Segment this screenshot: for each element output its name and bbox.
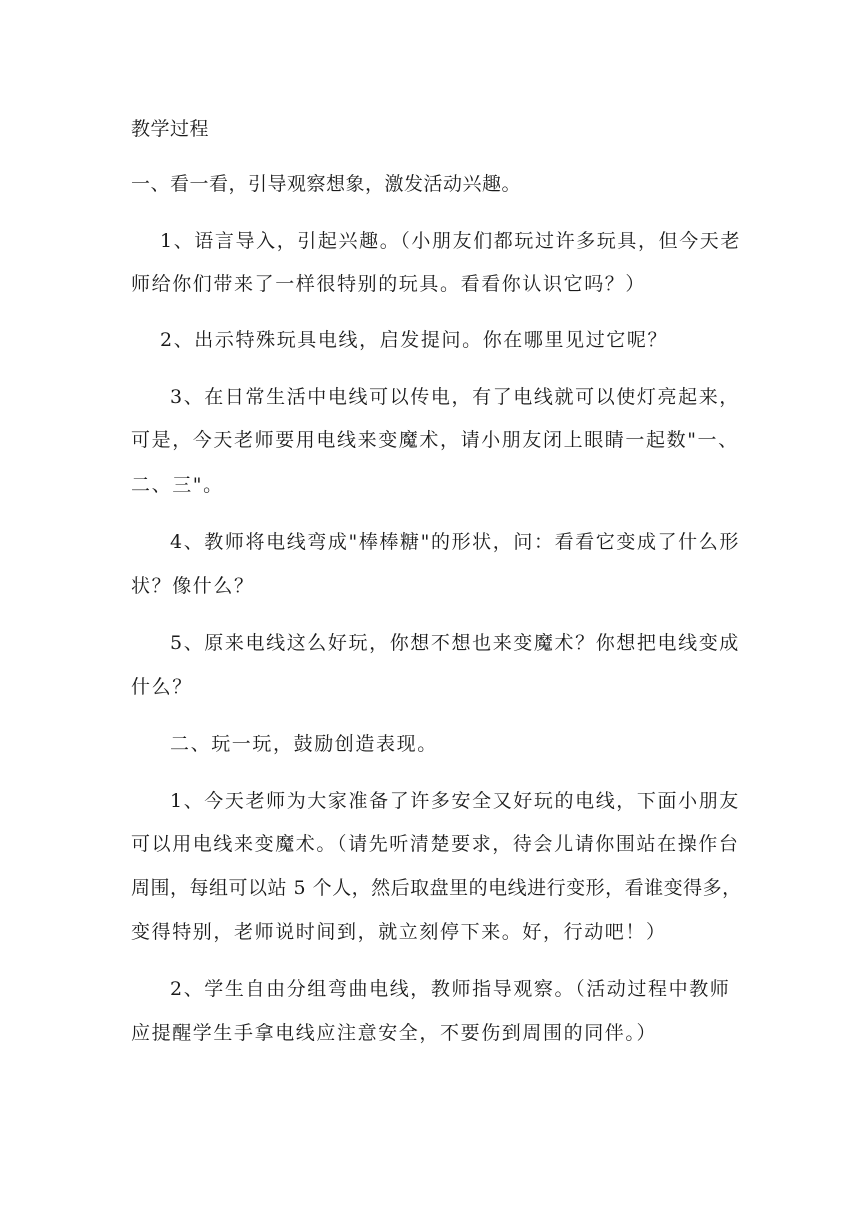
- paragraph-2-1-line-3: 周围，每组可以站 5 个人，然后取盘里的电线进行变形，看谁变得多，: [131, 877, 742, 899]
- paragraph-2-2-line-1: 2、学生自由分组弯曲电线，教师指导观察。（活动过程中教师: [170, 978, 731, 1000]
- section-2-heading: 二、玩一玩，鼓励创造表现。: [170, 733, 438, 755]
- document-title: 教学过程: [131, 118, 210, 140]
- paragraph-1-3-line-3: 二、三"。: [131, 474, 224, 496]
- paragraph-1-4-line-1: 4、教师将电线弯成"棒棒糖"的形状，问：看看它变成了什么形: [170, 531, 740, 553]
- paragraph-1-1-line-1: 1、语言导入，引起兴趣。（小朋友们都玩过许多玩具，但今天老: [160, 230, 741, 252]
- paragraph-1-3-line-2: 可是，今天老师要用电线来变魔术，请小朋友闭上眼睛一起数"一、: [131, 429, 739, 451]
- paragraph-2-1-line-2: 可以用电线来变魔术。（请先听清楚要求，待会儿请你围站在操作台: [131, 833, 740, 855]
- paragraph-1-1-line-2: 师给你们带来了一样很特别的玩具。看看你认识它吗？）: [131, 273, 647, 295]
- paragraph-1-4-line-2: 状？像什么？: [131, 575, 255, 597]
- paragraph-1-2-line-1: 2、出示特殊玩具电线，启发提问。你在哪里见过它呢？: [160, 329, 669, 351]
- paragraph-2-1-line-4: 变得特别，老师说时间到，就立刻停下来。好，行动吧！）: [131, 921, 667, 943]
- paragraph-2-1-line-1: 1、今天老师为大家准备了许多安全又好玩的电线，下面小朋友: [170, 790, 740, 812]
- section-1-heading: 一、看一看，引导观察想象，激发活动兴趣。: [131, 173, 522, 195]
- paragraph-1-3-line-1: 3、在日常生活中电线可以传电，有了电线就可以使灯亮起来，: [170, 386, 740, 408]
- paragraph-1-5-line-2: 什么？: [131, 676, 193, 698]
- paragraph-1-5-line-1: 5、原来电线这么好玩，你想不想也来变魔术？你想把电线变成: [170, 632, 740, 654]
- paragraph-2-2-line-2: 应提醒学生手拿电线应注意安全，不要伤到周围的同伴。）: [131, 1022, 658, 1044]
